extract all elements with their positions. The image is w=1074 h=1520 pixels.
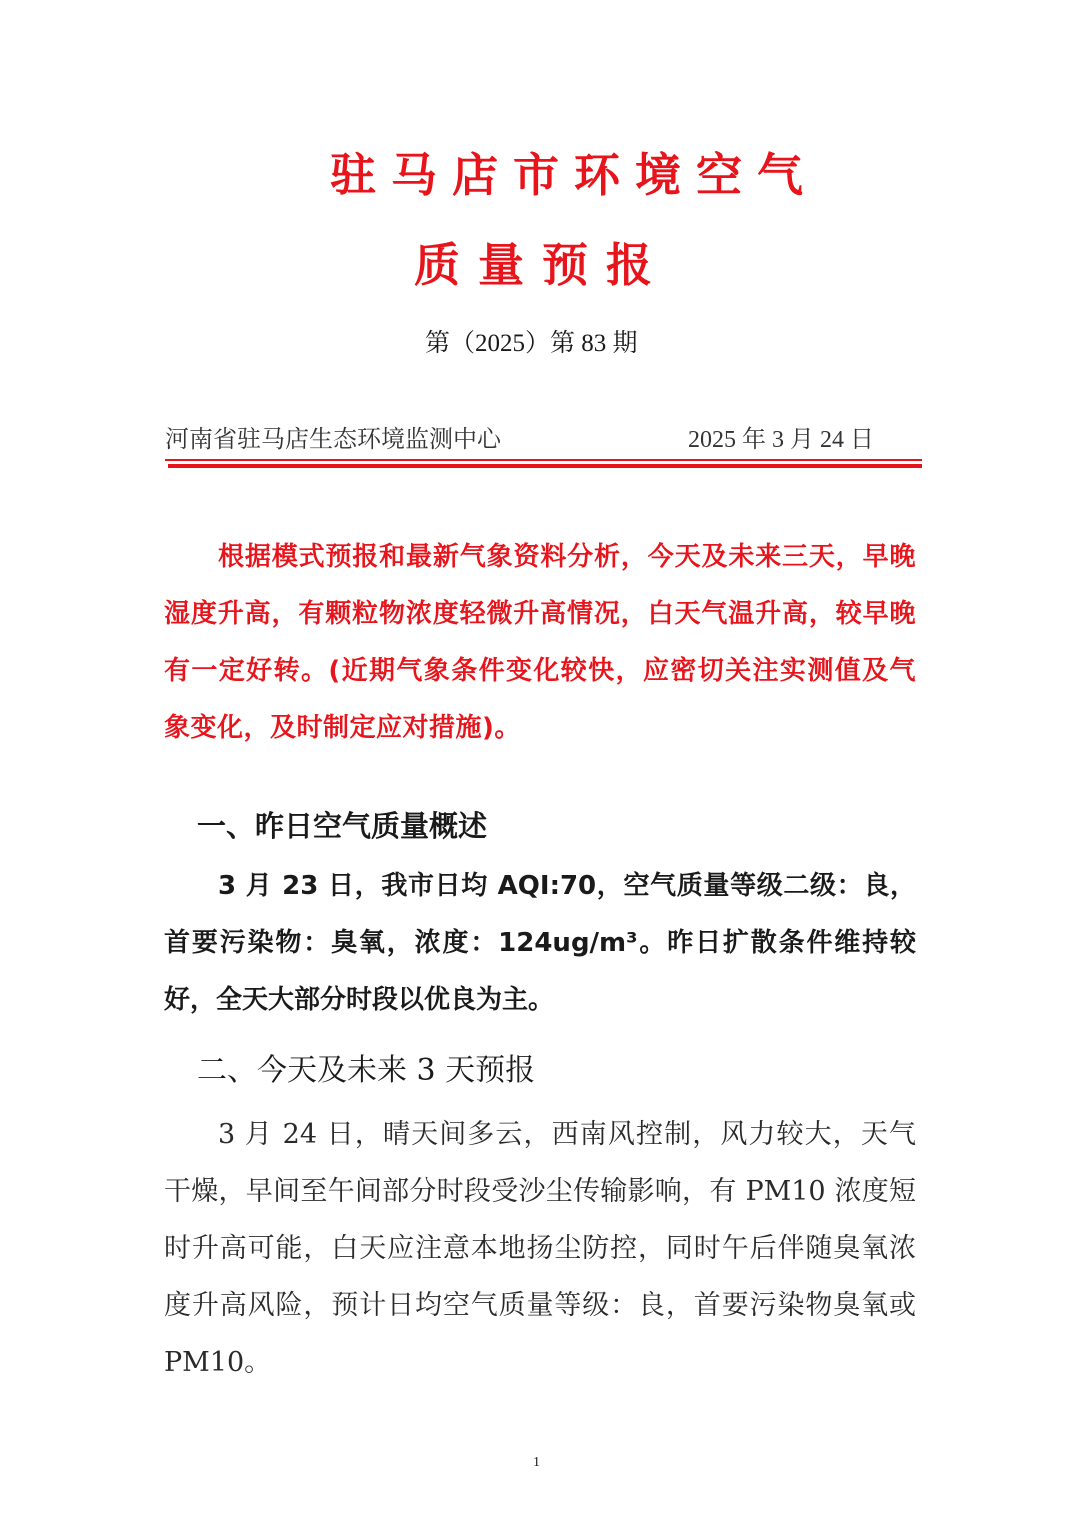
header-divider-thin: [165, 459, 922, 461]
document-title-line2: 质量预报: [414, 238, 670, 292]
header-divider-thick: [168, 464, 922, 468]
issue-number: 第（2025）第 83 期: [425, 330, 638, 357]
section2-heading: 二、今天及未来 3 天预报: [197, 1053, 536, 1088]
issue-date: 2025 年 3 月 24 日: [688, 427, 874, 453]
document-title-line1: 驻马店市环境空气: [330, 148, 818, 202]
section2-body: 3 月 24 日，晴天间多云，西南风控制，风力较大，天气干燥，早间至午间部分时段受沙尘传输影响，有 PM10 浓度短时升高可能，白天应注意本地扬尘防控，同时午后伴随臭氧浓度升高风险，预计日均空气质量等级：良，首要污染物臭氧或 PM10。: [164, 1119, 916, 1378]
page-number: 1: [533, 1455, 540, 1470]
section1-body: 3 月 23 日，我市日均 AQI:70，空气质量等级二级：良，首要污染物：臭氧，浓度：124ug/m³。昨日扩散条件维持较好，全天大部分时段以优良为主。: [164, 871, 916, 1015]
forecast-summary: 根据模式预报和最新气象资料分析，今天及未来三天，早晚湿度升高，有颗粒物浓度轻微升高情况，白天气温升高，较早晚有一定好转。(近期气象条件变化较快，应密切关注实测值及气象变化，及时制定应对措施)。: [164, 542, 916, 743]
section1-heading: 一、昨日空气质量概述: [197, 809, 488, 843]
issuing-organization: 河南省驻马店生态环境监测中心: [165, 427, 501, 453]
